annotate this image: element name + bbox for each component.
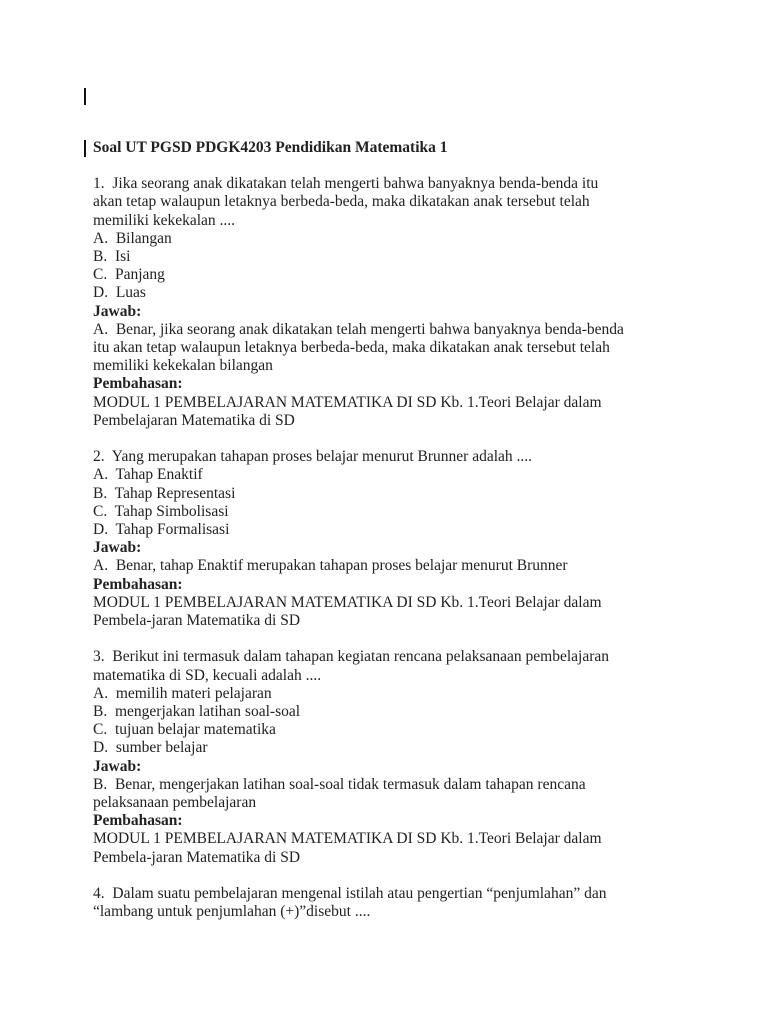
question-stem-line: 2. Yang merupakan tahapan proses belajar menurut Brunner adalah .... (93, 448, 533, 466)
option-d: D. sumber belajar (93, 739, 208, 757)
option-b: B. mengerjakan latihan soal-soal (93, 703, 301, 721)
question-stem-line: 1. Jika seorang anak dikatakan telah mengerti bahwa banyaknya benda-benda itu (93, 175, 599, 193)
document-title: Soal UT PGSD PDGK4203 Pendidikan Matematika 1 (93, 139, 448, 156)
title-text-cursor (84, 140, 86, 157)
option-a: A. Bilangan (93, 229, 172, 247)
question-stem-line: “lambang untuk penjumlahan (+)”disebut .... (93, 903, 371, 921)
option-c: C. Tahap Simbolisasi (93, 502, 229, 520)
option-b: B. Isi (93, 248, 131, 266)
discussion-label: Pembahasan: (93, 375, 183, 393)
answer-line: A. Benar, jika seorang anak dikatakan telah mengerti bahwa banyaknya benda-benda (93, 320, 624, 338)
option-c: C. Panjang (93, 266, 165, 284)
discussion-line: Pembela-jaran Matematika di SD (93, 848, 301, 866)
discussion-line: MODUL 1 PEMBELAJARAN MATEMATIKA DI SD Kb. 1.Teori Belajar dalam (93, 593, 602, 611)
question-4 (93, 885, 673, 921)
question-stem-line: memiliki kekekalan .... (93, 211, 236, 229)
answer-line: B. Benar, mengerjakan latihan soal-soal tidak termasuk dalam tahapan rencana (93, 775, 586, 793)
answer-line: memiliki kekekalan bilangan (93, 357, 273, 375)
question-stem-line: akan tetap walaupun letaknya berbeda-beda, maka dikatakan anak tersebut telah (93, 193, 590, 211)
discussion-line: MODUL 1 PEMBELAJARAN MATEMATIKA DI SD Kb. 1.Teori Belajar dalam (93, 393, 602, 411)
option-a: A. Tahap Enaktif (93, 466, 203, 484)
question-stem-line: 3. Berikut ini termasuk dalam tahapan kegiatan rencana pelaksanaan pembelajaran (93, 648, 610, 666)
question-stem-line: matematika di SD, kecuali adalah .... (93, 666, 322, 684)
discussion-label: Pembahasan: (93, 575, 183, 593)
answer-line: itu akan tetap walaupun letaknya berbeda-beda, maka dikatakan anak tersebut telah (93, 339, 610, 357)
question-2 (93, 448, 673, 630)
option-b: B. Tahap Representasi (93, 484, 236, 502)
discussion-line: Pembelajaran Matematika di SD (93, 411, 295, 429)
discussion-line: Pembela-jaran Matematika di SD (93, 612, 301, 630)
option-c: C. tujuan belajar matematika (93, 721, 276, 739)
discussion-label: Pembahasan: (93, 812, 183, 830)
option-d: D. Tahap Formalisasi (93, 521, 230, 539)
question-1 (93, 175, 673, 430)
text-cursor (84, 88, 86, 105)
answer-line: A. Benar, tahap Enaktif merupakan tahapan proses belajar menurut Brunner (93, 557, 568, 575)
answer-line: pelaksanaan pembelajaran (93, 794, 257, 812)
answer-label: Jawab: (93, 757, 142, 775)
option-d: D. Luas (93, 284, 146, 302)
discussion-line: MODUL 1 PEMBELAJARAN MATEMATIKA DI SD Kb. 1.Teori Belajar dalam (93, 830, 602, 848)
answer-label: Jawab: (93, 539, 142, 557)
question-3 (93, 648, 673, 866)
answer-label: Jawab: (93, 302, 142, 320)
document-page (93, 139, 673, 940)
question-stem-line: 4. Dalam suatu pembelajaran mengenal istilah atau pengertian “penjumlahan” dan (93, 885, 607, 903)
option-a: A. memilih materi pelajaran (93, 684, 272, 702)
